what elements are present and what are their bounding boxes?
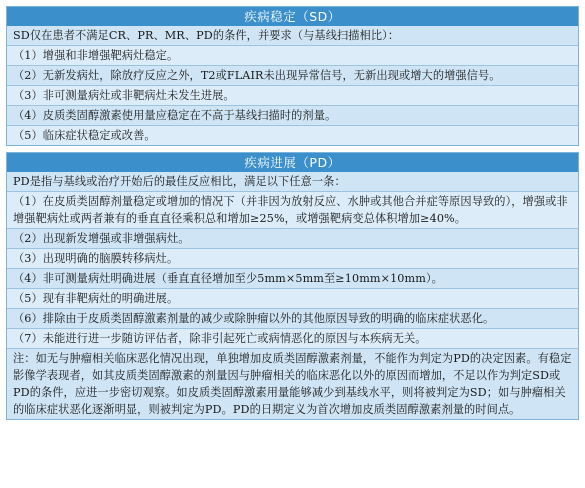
pd-intro: PD是指与基线或治疗开始后的最佳反应相比，满足以下任意一条： — [7, 172, 578, 191]
sd-item-3: （3）非可测量病灶或非靶病灶未发生进展。 — [7, 85, 578, 105]
pd-item-2: （2）出现新发增强或非增强病灶。 — [7, 228, 578, 248]
pd-item-7: （7）未能进行进一步随访评估者，除非引起死亡或病情恶化的原因与本疾病无关。 — [7, 328, 578, 348]
pd-note: 注：如无与肿瘤相关临床恶化情况出现，单独增加皮质类固醇激素剂量，不能作为判定为PD的决定因素。有稳定影像学表现者，如其皮质类固醇激素的剂量因与肿瘤相关的临床恶化以外的原因而增加，不足以作为判定SD或PD的条件，应进一步密切观察。如皮质类固醇激素用量能够减少到基线水平，则将被判定为SD；如与肿瘤相关的临床症状恶化逐渐明显，则被判定为PD。PD的日期定义为首次增加皮质类固醇激素剂量的时间点。 — [7, 348, 578, 419]
sd-intro: SD仅在患者不满足CR、PR、MR、PD的条件，并要求（与基线扫描相比）： — [7, 26, 578, 45]
pd-item-1: （1）在皮质类固醇剂量稳定或增加的情况下（并非因为放射反应、水肿或其他合并症等原因导致的），增强或非增强靶病灶或两者兼有的垂直直径乘积总和增加≥25%，或增强靶病变总体积增加≥40%。 — [7, 191, 578, 228]
pd-item-5: （5）现有非靶病灶的明确进展。 — [7, 288, 578, 308]
pd-section — [6, 152, 579, 420]
sd-item-4: （4）皮质类固醇激素使用量应稳定在不高于基线扫描时的剂量。 — [7, 105, 578, 125]
pd-item-4: （4）非可测量病灶明确进展（垂直直径增加至少5mm×5mm至≥10mm×10mm）。 — [7, 268, 578, 288]
pd-header: 疾病进展（PD） — [7, 153, 578, 172]
sd-item-2: （2）无新发病灶，除放疗反应之外，T2或FLAIR未出现异常信号，无新出现或增大的增强信号。 — [7, 65, 578, 85]
sd-section — [6, 6, 579, 146]
pd-item-3: （3）出现明确的脑膜转移病灶。 — [7, 248, 578, 268]
sd-item-1: （1）增强和非增强靶病灶稳定。 — [7, 45, 578, 65]
pd-item-6: （6）排除由于皮质类固醇激素剂量的减少或除肿瘤以外的其他原因导致的明确的临床症状恶化。 — [7, 308, 578, 328]
sd-item-5: （5）临床症状稳定或改善。 — [7, 125, 578, 145]
sd-header: 疾病稳定（SD） — [7, 7, 578, 26]
